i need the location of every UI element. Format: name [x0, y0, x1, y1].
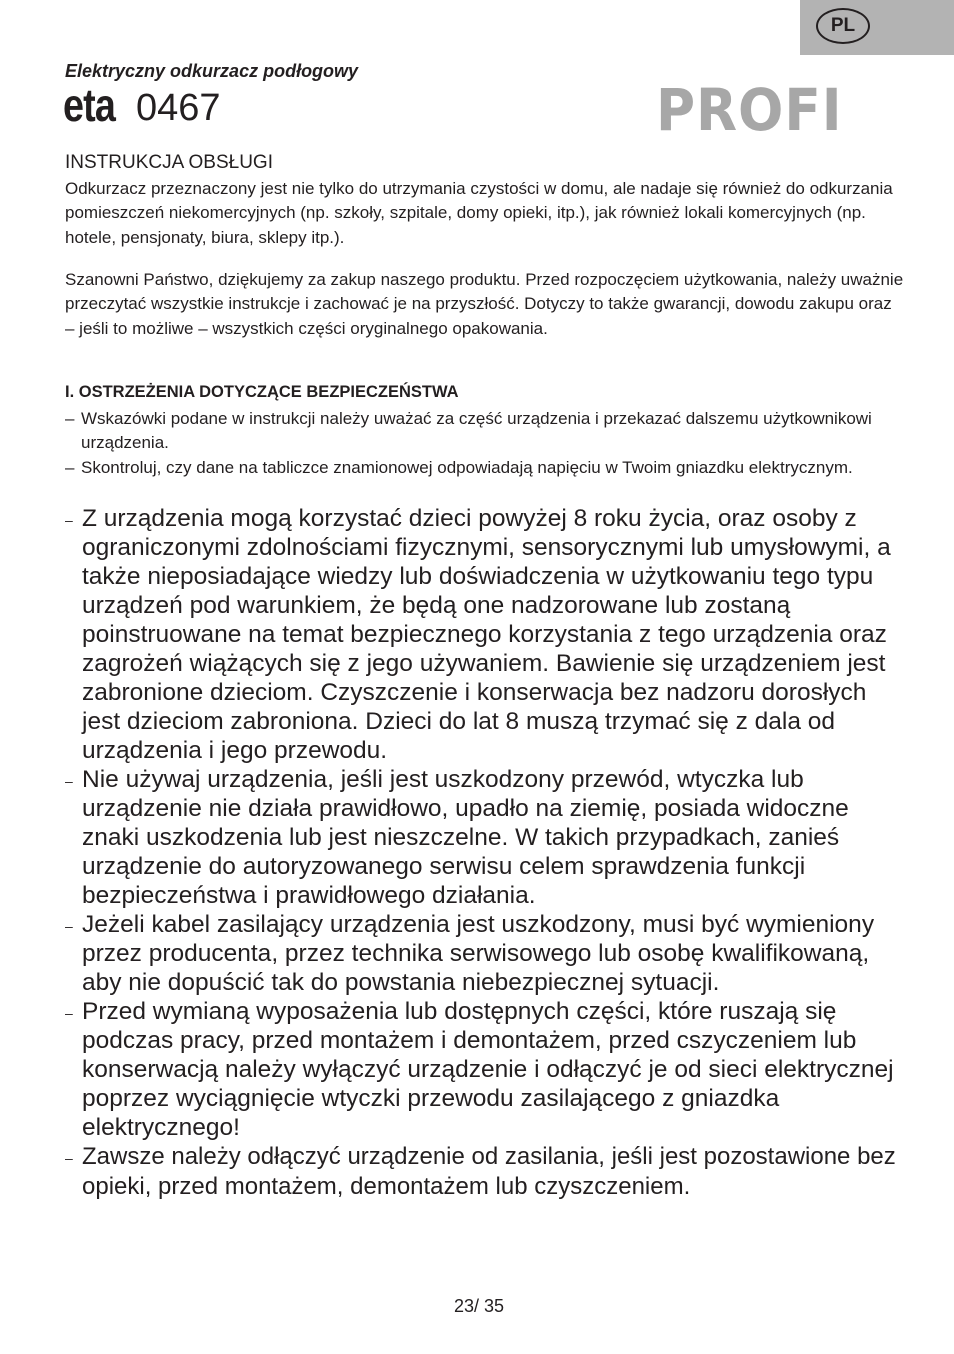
list-item-text: Jeżeli kabel zasilający urządzenia jest uszkodzony, musi być wymieniony przez producenta, przez technika serwisowego lub osobę kwalifikowaną, aby nie dopuścić tak do powstania niebezpiecznej sytuacji. — [82, 911, 875, 996]
list-item — [65, 504, 910, 765]
brand-logo: eta — [63, 79, 116, 131]
list-item-text: Skontroluj, czy dane na tabliczce znamionowej odpowiadają napięciu w Twoim gniazdku elektrycznym. — [81, 457, 853, 477]
list-item-text: Przed wymianą wyposażenia lub dostępnych części, które ruszają się podczas pracy, przed montażem i demontażem, przed cszyczeniem lub konserwacją należy wyłączyć urządzenie i odłączyć je od sieci elektrycznej poprzez wyciągnięcie wtyczki przewodu zasilającego z gniazdka elektrycznego! — [82, 998, 894, 1141]
list-item — [65, 997, 910, 1142]
list-item-text: Nie używaj urządzenia, jeśli jest uszkodzony przewód, wtyczka lub urządzenie nie działa prawidłowo, upadło na ziemię, posiada widoczne znaki uszkodzenia lub jest nieszczelne. W takich przypadkach, zanieś urządzenie do autoryzowanego serwisu celem sprawdzenia funkcji bezpieczeństwa i prawidłowego działania. — [82, 766, 849, 909]
bullet-dash: – — [65, 1150, 73, 1166]
model-number: 0467 — [136, 87, 221, 129]
intro-paragraph: Odkurzacz przeznaczony jest nie tylko do utrzymania czystości w domu, ale nadaje się również do odkurzania pomieszczeń niekomercyjnych (np. szkoły, szpitale, domy opieki, itp.), jak również lokali komercyjnych (np. hotele, pensjonaty, biura, sklepy itp.). — [65, 179, 893, 247]
language-badge: PL — [816, 8, 870, 44]
bullet-dash: – — [65, 457, 75, 477]
manual-title: INSTRUKCJA OBSŁUGI — [65, 152, 273, 173]
list-item — [65, 1142, 910, 1201]
bullet-dash: – — [65, 1005, 73, 1021]
section-title: I. OSTRZEŻENIA DOTYCZĄCE BEZPIECZEŃSTWA — [65, 383, 459, 401]
list-item-text: Zawsze należy odłączyć urządzenie od zasilania, jeśli jest pozostawione bez opieki, przed montażem, demontażem lub czyszczeniem. — [82, 1143, 896, 1200]
list-item-text: Wskazówki podane w instrukcji należy uważać za część urządzenia i przekazać dalszemu użytkownikowi urządzenia. — [81, 409, 872, 453]
warnings-list-small — [65, 407, 905, 480]
model-heading — [63, 79, 221, 131]
bullet-dash: – — [65, 512, 73, 528]
profi-logo: PROFI — [656, 76, 843, 144]
thanks-paragraph: Szanowni Państwo, dziękujemy za zakup naszego produktu. Przed rozpoczęciem użytkowania, należy uważnie przeczytać wszystkie instrukcje i zachować je na przyszłość. Dotyczy to także gwarancji, dowodu zakupu oraz – jeśli to możliwe – wszystkich części oryginalnego opakowania. — [65, 270, 904, 338]
bullet-dash: – — [65, 409, 75, 428]
bullet-dash: – — [65, 918, 73, 934]
bullet-dash: – — [65, 773, 73, 789]
list-item — [65, 910, 910, 997]
warnings-list-large — [65, 504, 910, 1201]
list-item — [65, 407, 905, 456]
product-subtitle: Elektryczny odkurzacz podłogowy — [65, 61, 359, 81]
list-item — [65, 765, 910, 910]
list-item-text: Z urządzenia mogą korzystać dzieci powyżej 8 roku życia, oraz osoby z ograniczonymi zdolnościami fizycznymi, sensorycznymi lub umysłowymi, a także nieposiadające wiedzy lub doświadczenia w użytkowaniu tego typu urządzeń pod warunkiem, że będą one nadzorowane lub zostaną poinstruowane na temat bezpiecznego korzystania z tego urządzenia oraz zagrożeń wiążących się z jego używaniem. Bawienie się urządzeniem jest zabronione dzieciom. Czyszczenie i konserwacja bez nadzoru dorosłych jest dzieciom zabroniona. Dzieci do lat 8 muszą trzymać się z dala od urządzenia i jego przewodu. — [82, 505, 891, 764]
page-number: 23/ 35 — [453, 1296, 505, 1316]
list-item — [65, 456, 905, 480]
